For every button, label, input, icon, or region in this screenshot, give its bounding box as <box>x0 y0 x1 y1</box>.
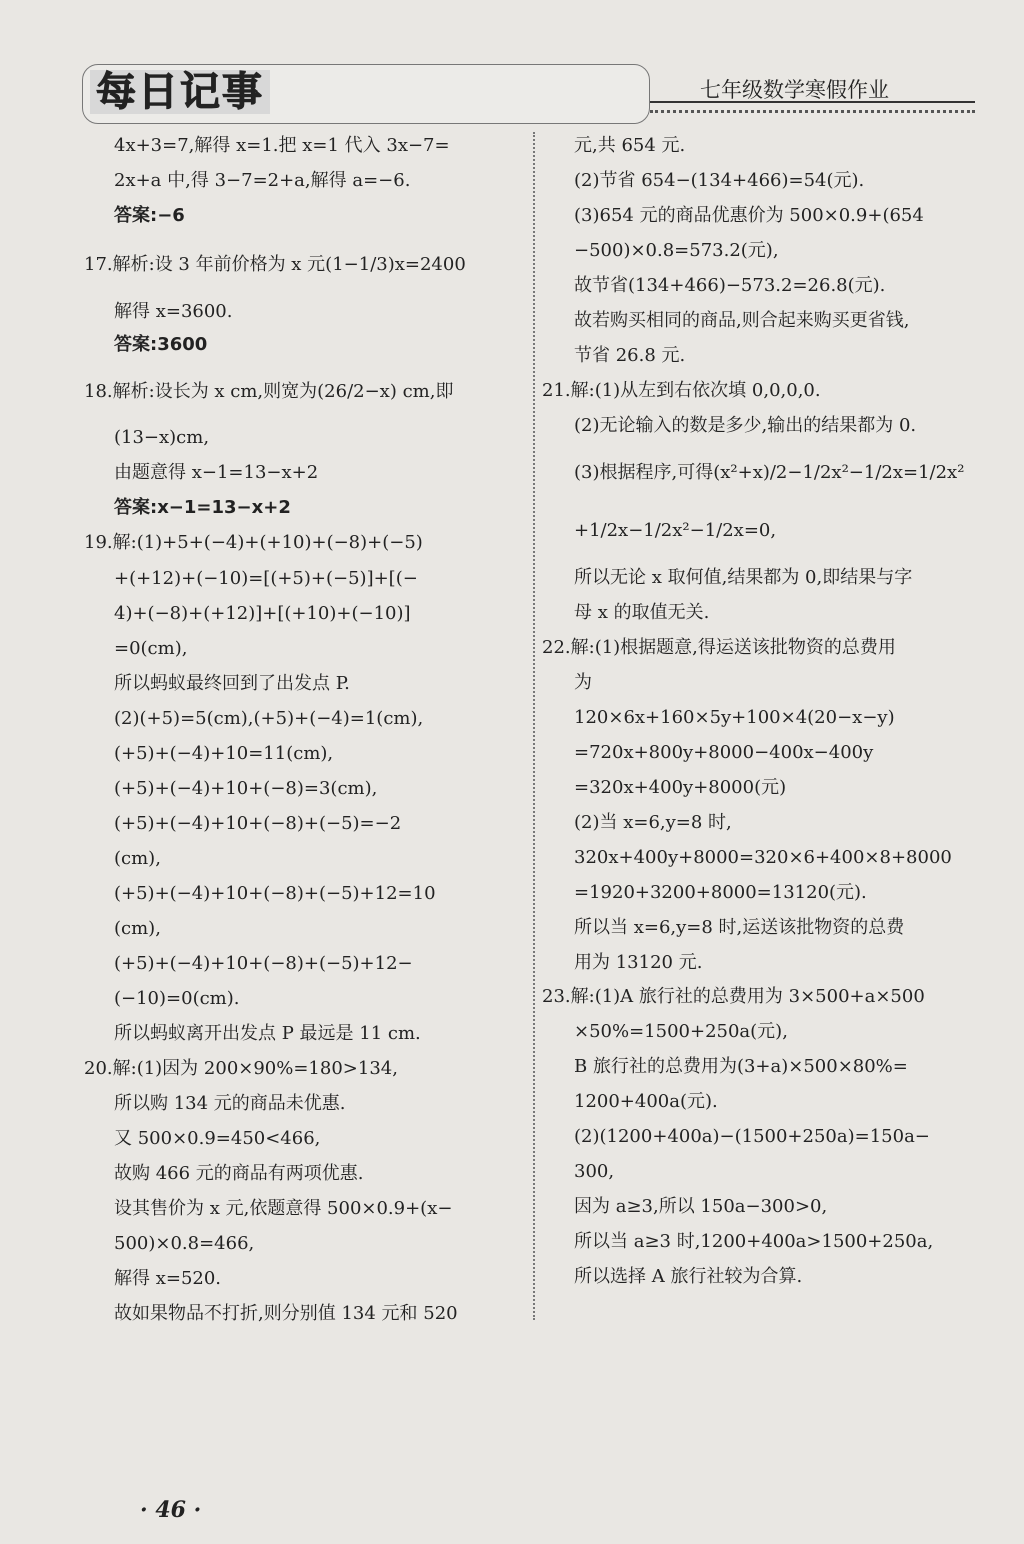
text-line: 节省 26.8 元. <box>574 345 686 366</box>
text-line: (cm), <box>114 848 161 869</box>
text-line: 4)+(−8)+(+12)]+[(+10)+(−10)] <box>114 603 411 624</box>
text-line: +(+12)+(−10)=[(+5)+(−5)]+[(− <box>114 568 418 589</box>
text-line: (+5)+(−4)+10+(−8)+(−5)=−2 <box>114 813 402 834</box>
page-number: · 46 · <box>140 1497 202 1523</box>
problem-23: 23.解:(1)A 旅行社的总费用为 3×500+a×500 <box>542 986 925 1007</box>
text-line: B 旅行社的总费用为(3+a)×500×80%= <box>574 1056 908 1077</box>
text-line: 因为 a≥3,所以 150a−300>0, <box>574 1196 828 1217</box>
text-line: (+5)+(−4)+10+(−8)+(−5)+12− <box>114 953 413 974</box>
answer-line: 答案:x−1=13−x+2 <box>114 497 291 518</box>
problem-18: 18.解析:设长为 x cm,则宽为(26/2−x) cm,即 <box>84 381 454 402</box>
text-line: (2)当 x=6,y=8 时, <box>574 812 732 833</box>
text-line: 1200+400a(元). <box>574 1091 718 1112</box>
answer-line: 答案:3600 <box>114 334 208 355</box>
text-line: (3)根据程序,可得(x²+x)/2−1/2x²−1/2x=1/2x² <box>574 462 965 483</box>
text-line: 所以当 x=6,y=8 时,运送该批物资的总费 <box>574 917 905 938</box>
problem-17: 17.解析:设 3 年前价格为 x 元(1−1/3)x=2400 <box>84 254 466 275</box>
text-line: (cm), <box>114 918 161 939</box>
text-line: (2)(1200+400a)−(1500+250a)=150a− <box>574 1126 930 1147</box>
problem-19: 19.解:(1)+5+(−4)+(+10)+(−8)+(−5) <box>84 532 423 553</box>
text-line: 由题意得 x−1=13−x+2 <box>114 462 319 483</box>
text-line: =0(cm), <box>114 638 188 659</box>
text-line: 故节省(134+466)−573.2=26.8(元). <box>574 275 886 296</box>
book-title: 七年级数学寒假作业 <box>700 78 889 102</box>
text-line: (2)(+5)=5(cm),(+5)+(−4)=1(cm), <box>114 708 424 729</box>
header-dotted-rule <box>650 110 975 113</box>
problem-20: 20.解:(1)因为 200×90%=180>134, <box>84 1058 398 1079</box>
column-divider <box>533 132 535 1320</box>
text-line: (13−x)cm, <box>114 427 210 448</box>
page-number-value: 46 <box>155 1497 186 1523</box>
text-line: 500)×0.8=466, <box>114 1233 255 1254</box>
text-line: 300, <box>574 1161 615 1182</box>
text-line: 320x+400y+8000=320×6+400×8+8000 <box>574 847 952 868</box>
text-line: 解得 x=520. <box>114 1268 222 1289</box>
text-line: 所以选择 A 旅行社较为合算. <box>574 1266 803 1287</box>
text-line: (−10)=0(cm). <box>114 988 240 1009</box>
text-line: 又 500×0.9=450<466, <box>114 1128 321 1149</box>
text-line: (+5)+(−4)+10+(−8)+(−5)+12=10 <box>114 883 436 904</box>
text-line: 所以当 a≥3 时,1200+400a>1500+250a, <box>574 1231 934 1252</box>
problem-22: 22.解:(1)根据题意,得运送该批物资的总费用 <box>542 637 896 658</box>
text-line: −500)×0.8=573.2(元), <box>574 240 779 261</box>
text-line: 故如果物品不打折,则分别值 134 元和 520 <box>114 1303 458 1324</box>
text-line: 所以购 134 元的商品未优惠. <box>114 1093 346 1114</box>
header-rule <box>650 101 975 103</box>
text-line: 所以无论 x 取何值,结果都为 0,即结果与字 <box>574 567 913 588</box>
text-line: 所以蚂蚁离开出发点 P 最远是 11 cm. <box>114 1023 421 1044</box>
text-line: (+5)+(−4)+10=11(cm), <box>114 743 334 764</box>
text-line: 故购 466 元的商品有两项优惠. <box>114 1163 364 1184</box>
text-line: =1920+3200+8000=13120(元). <box>574 882 867 903</box>
text-line: 4x+3=7,解得 x=1.把 x=1 代入 3x−7= <box>114 135 450 156</box>
text-line: 120×6x+160×5y+100×4(20−x−y) <box>574 707 895 728</box>
text-line: 故若购买相同的商品,则合起来购买更省钱, <box>574 310 910 331</box>
text-line: (3)654 元的商品优惠价为 500×0.9+(654 <box>574 205 924 226</box>
header-title: 每日记事 <box>90 70 270 114</box>
problem-21: 21.解:(1)从左到右依次填 0,0,0,0. <box>542 380 821 401</box>
text-line: =720x+800y+8000−400x−400y <box>574 742 874 763</box>
text-line: 2x+a 中,得 3−7=2+a,解得 a=−6. <box>114 170 411 191</box>
text-line: 母 x 的取值无关. <box>574 602 710 623</box>
text-line: ×50%=1500+250a(元), <box>574 1021 788 1042</box>
text-line: (+5)+(−4)+10+(−8)=3(cm), <box>114 778 378 799</box>
answer-line: 答案:−6 <box>114 205 185 226</box>
text-line: 所以蚂蚁最终回到了出发点 P. <box>114 673 350 694</box>
text-line: +1/2x−1/2x²−1/2x=0, <box>574 520 777 541</box>
text-line: 设其售价为 x 元,依题意得 500×0.9+(x− <box>114 1198 453 1219</box>
text-line: (2)无论输入的数是多少,输出的结果都为 0. <box>574 415 917 436</box>
text-line: =320x+400y+8000(元) <box>574 777 787 798</box>
text-line: 解得 x=3600. <box>114 301 233 322</box>
text-line: 用为 13120 元. <box>574 952 703 973</box>
text-line: 元,共 654 元. <box>574 135 686 156</box>
text-line: (2)节省 654−(134+466)=54(元). <box>574 170 865 191</box>
text-line: 为 <box>574 672 592 693</box>
